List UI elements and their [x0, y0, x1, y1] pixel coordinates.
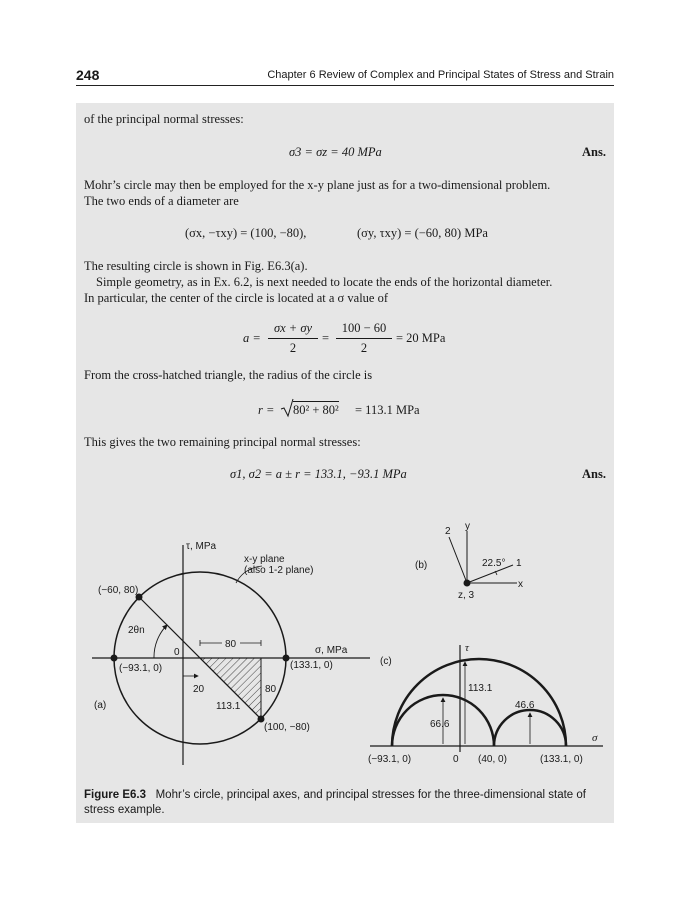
tick-0: 0 — [453, 754, 459, 765]
eq3-den1: 2 — [289, 341, 297, 355]
label-r-66: 66.6 — [430, 719, 450, 730]
paragraph-6: This gives the two remaining principal normal stresses: — [84, 435, 361, 449]
label-sigma-axis-a: σ, MPa — [315, 645, 348, 656]
label-origin-a: 0 — [174, 647, 180, 658]
paragraph-2b: The two ends of a diameter are — [84, 194, 239, 208]
plane-label-2: (also 1-2 plane) — [244, 565, 314, 576]
tau-label-a: τ, MPa — [186, 541, 217, 552]
label-angle: 2θn — [128, 625, 145, 636]
point-left — [111, 655, 118, 662]
label-angle-b: 22.5° — [482, 558, 506, 569]
page-number: 248 — [76, 67, 100, 83]
panel-b-principal-axes — [415, 521, 523, 601]
label-y: y — [465, 521, 470, 532]
caption-text: Mohr’s circle, principal axes, and principal stresses for the three-dimensional state of stress example. — [84, 789, 586, 816]
answer-label-1: Ans. — [582, 145, 606, 159]
label-dim-80v: 80 — [265, 684, 277, 695]
label-right-point: (133.1, 0) — [290, 660, 333, 671]
label-radius: 113.1 — [216, 701, 241, 712]
eq3-equals: = — [322, 331, 330, 345]
label-left-point: (−93.1, 0) — [119, 663, 163, 674]
eq3-lhs: a = — [243, 331, 261, 345]
equation-principal: σ1, σ2 = a ± r = 133.1, −93.1 MPa — [230, 467, 407, 481]
paragraph-4a: Simple geometry, as in Ex. 6.2, is next needed to locate the ends of the horizontal diameter. — [96, 275, 553, 289]
tick-minus-93: (−93.1, 0) — [368, 754, 412, 765]
eq3-num2: 100 − 60 — [341, 321, 387, 335]
paragraph-2a: Mohr’s circle may then be employed for the x-y plane just as for a two-dimensional problem. — [84, 178, 551, 192]
panel-b-label: (b) — [415, 560, 428, 571]
eq4-rhs: = 113.1 MPa — [355, 403, 420, 417]
panel-c-label: (c) — [380, 656, 392, 667]
eq4-lhs: r = — [258, 403, 275, 417]
paragraph-3: The resulting circle is shown in Fig. E6.3(a). — [84, 259, 308, 273]
origin-dot-b — [464, 580, 471, 587]
caption-label: Figure E6.3 — [84, 789, 146, 801]
tau-label-c: τ — [465, 642, 469, 654]
label-2: 2 — [445, 526, 451, 537]
label-x: x — [518, 579, 523, 590]
label-z3: z, 3 — [458, 590, 475, 601]
paragraph-1: of the principal normal stresses: — [84, 112, 244, 126]
equation-diameter-x: (σx, −τxy) = (100, −80), — [185, 226, 307, 240]
eq3-rhs: = 20 MPa — [396, 331, 446, 345]
equation-sigma3: σ3 = σz = 40 MPa — [289, 145, 382, 159]
label-r-113: 113.1 — [468, 683, 493, 694]
eq4-radicand: 80² + 80² — [293, 403, 339, 417]
label-top-point: (−60, 80) — [98, 585, 139, 596]
point-right — [283, 655, 290, 662]
paragraph-4b: In particular, the center of the circle is located at a σ value of — [84, 291, 389, 305]
label-bottom-point: (100, −80) — [264, 722, 310, 733]
label-dim-80h: 80 — [225, 639, 237, 650]
equation-diameter-y: (σy, τxy) = (−60, 80) MPa — [357, 226, 488, 240]
panel-c-three-circles — [368, 642, 603, 765]
label-1: 1 — [516, 558, 522, 569]
tick-40: (40, 0) — [478, 754, 507, 765]
eq3-den2: 2 — [360, 341, 368, 355]
answer-label-2: Ans. — [582, 467, 606, 481]
figure-caption — [84, 788, 604, 818]
label-dim-20: 20 — [193, 684, 205, 695]
angle-arc — [154, 625, 167, 658]
paragraph-5: From the cross-hatched triangle, the radius of the circle is — [84, 368, 373, 382]
eq3-num1: σx + σy — [273, 321, 313, 335]
panel-a-label: (a) — [94, 700, 107, 711]
label-r-46: 46.6 — [515, 700, 535, 711]
plane-label-1: x-y plane — [244, 554, 285, 565]
panel-a-mohr-circle — [92, 541, 370, 765]
sigma-label-c: σ — [592, 732, 598, 744]
axis-2 — [449, 537, 467, 583]
tick-133: (133.1, 0) — [540, 754, 583, 765]
running-header: Chapter 6 Review of Complex and Principal States of Stress and Strain — [267, 69, 614, 81]
